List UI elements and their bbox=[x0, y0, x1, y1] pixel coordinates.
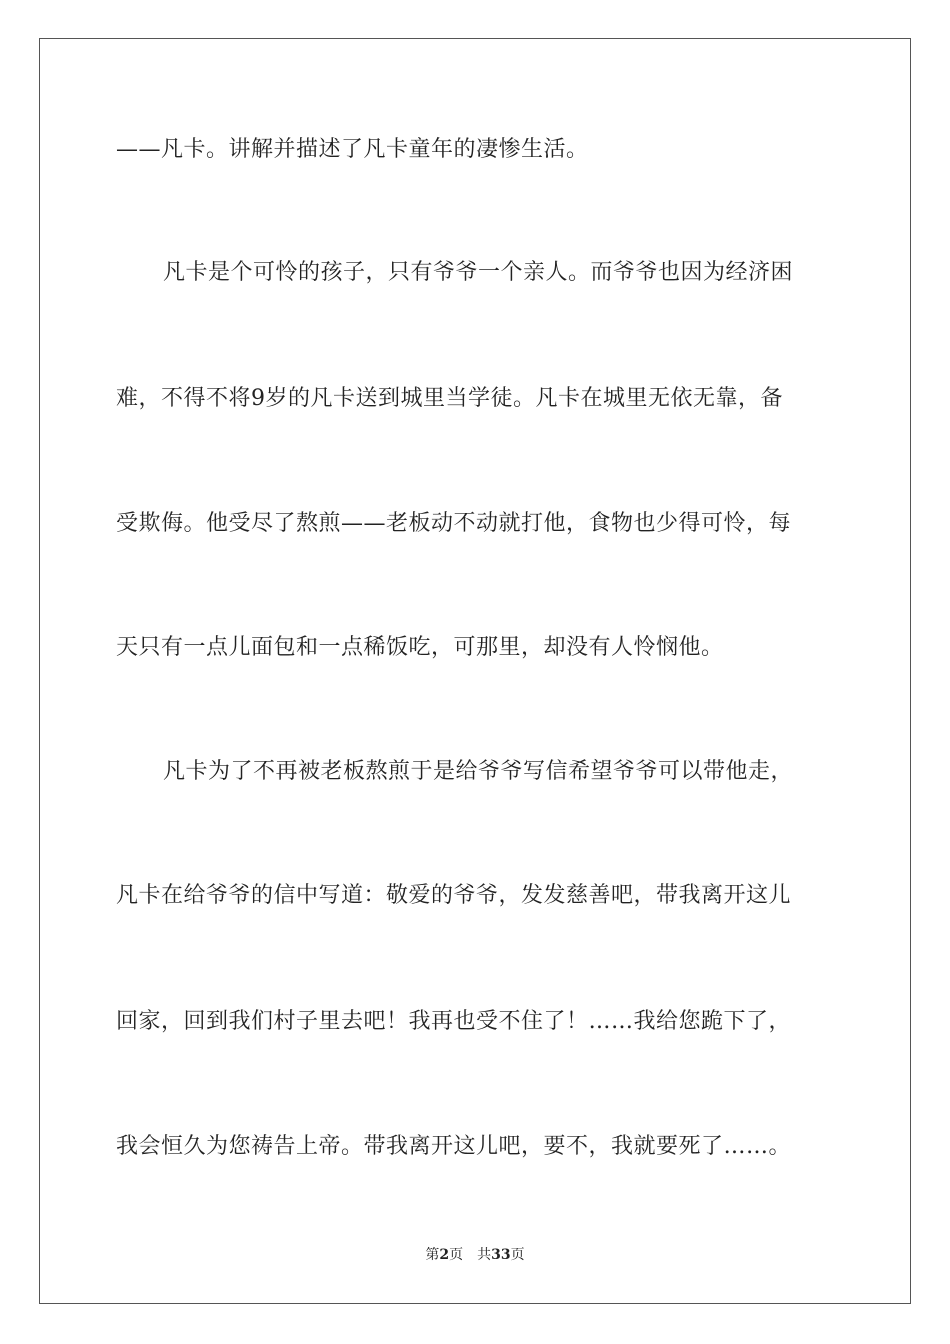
text-line-3: 难，不得不将9岁的凡卡送到城里当学徒。凡卡在城里无依无靠，备 bbox=[116, 386, 783, 411]
page-border bbox=[39, 38, 911, 1304]
text-line-8: 回家，回到我们村子里去吧！我再也受不住了！……我给您跪下了， bbox=[116, 1009, 792, 1034]
text-line-2: 凡卡是个可怜的孩子，只有爷爷一个亲人。而爷爷也因为经济困 bbox=[163, 260, 794, 285]
page-suffix: 页 bbox=[449, 1247, 464, 1263]
total-prefix: 共 bbox=[477, 1247, 492, 1263]
text-line-5: 天只有一点儿面包和一点稀饭吃，可那里，却没有人怜悯他。 bbox=[116, 635, 724, 660]
text-line-9: 我会恒久为您祷告上帝。带我离开这儿吧，要不，我就要死了……。 bbox=[116, 1134, 792, 1159]
text-line-1: ——凡卡。讲解并描述了凡卡童年的凄惨生活。 bbox=[116, 137, 589, 162]
total-pages: 33 bbox=[491, 1247, 511, 1263]
page-number: 2 bbox=[439, 1247, 450, 1263]
page-prefix: 第 bbox=[425, 1247, 440, 1263]
page-footer bbox=[0, 1246, 950, 1264]
text-line-7: 凡卡在给爷爷的信中写道：敬爱的爷爷，发发慈善吧，带我离开这儿 bbox=[116, 883, 792, 908]
text-line-4: 受欺侮。他受尽了熬煎——老板动不动就打他，食物也少得可怜，每 bbox=[116, 511, 792, 536]
total-suffix: 页 bbox=[510, 1247, 525, 1263]
text-line-6: 凡卡为了不再被老板熬煎于是给爷爷写信希望爷爷可以带他走， bbox=[163, 759, 794, 784]
